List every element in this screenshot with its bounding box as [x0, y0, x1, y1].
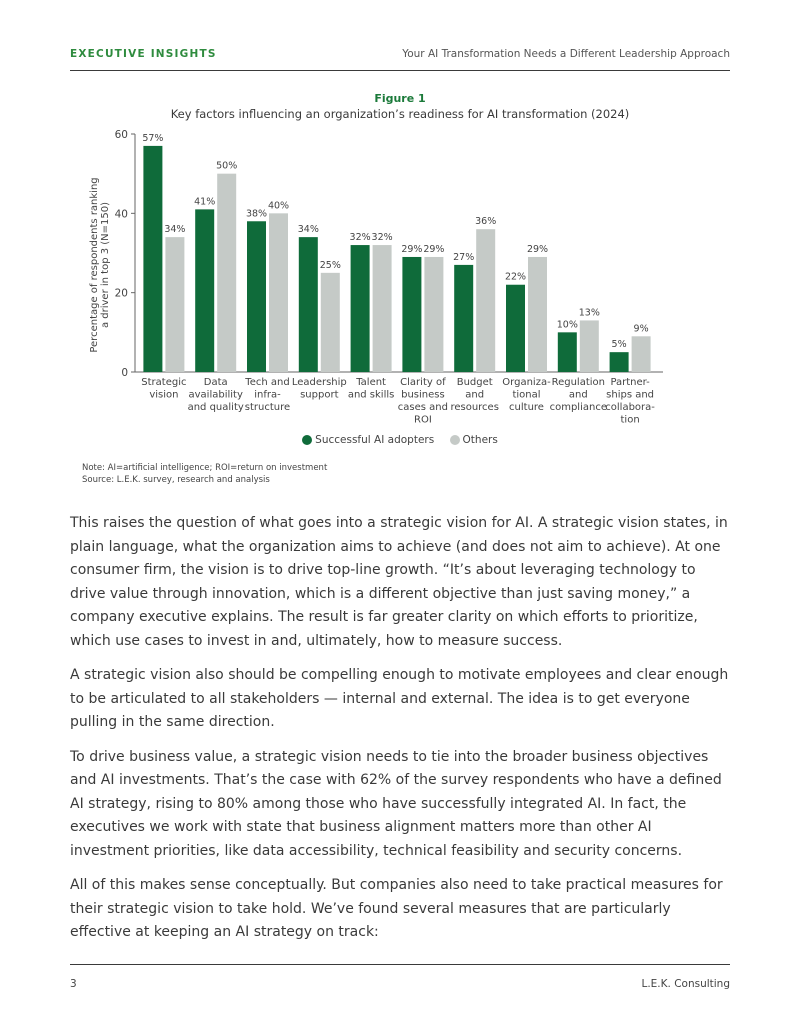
x-tick-label-line: and quality [187, 402, 244, 413]
x-tick-label-line: Talent [356, 377, 386, 388]
y-axis-label [89, 177, 111, 352]
y-tick-label: 40 [114, 208, 128, 221]
x-tick-label [605, 377, 655, 426]
x-tick-label-line: ships and [606, 389, 655, 401]
legend-swatch-successful [302, 435, 312, 445]
bar-data-label: 25% [319, 259, 341, 271]
x-tick-label-line: ROI [414, 414, 432, 426]
paragraph: A strategic vision also should be compelling enough to motivate employees and clear enough to be articulated to all stakeholders — internal and external. The idea is to get everyone pulling in the same direction. [70, 667, 729, 730]
y-tick-label: 20 [114, 287, 128, 300]
x-tick-label-line: Strategic [141, 377, 187, 388]
x-tick-label [450, 377, 498, 413]
bar-others [632, 336, 651, 372]
x-tick-label-line: business [401, 389, 445, 401]
x-tick-label-line: structure [244, 402, 291, 413]
legend-item-successful [302, 434, 434, 446]
x-tick-label-line: tional [512, 389, 541, 401]
bar-data-label: 41% [194, 196, 216, 208]
article-body [70, 512, 732, 956]
figure-source: Source: L.E.K. survey, research and analysis [82, 475, 270, 485]
bar-data-label: 13% [578, 307, 600, 319]
chart-legend [70, 434, 730, 448]
legend-label-others: Others [462, 434, 498, 446]
x-tick-label [348, 377, 395, 401]
bar-data-label: 50% [216, 160, 238, 172]
x-tick-label [292, 377, 347, 401]
bar-data-label: 34% [297, 224, 319, 236]
page-header [70, 46, 730, 71]
bar-successful [454, 265, 473, 372]
legend-label-successful: Successful AI adopters [315, 434, 435, 446]
section-label: EXECUTIVE INSIGHTS [70, 48, 217, 60]
bar-chart [70, 122, 730, 432]
bar-others [269, 213, 288, 372]
bar-successful [143, 146, 162, 372]
x-tick-label [550, 377, 607, 413]
x-tick-label-line: culture [509, 402, 544, 413]
bar-successful [558, 332, 577, 372]
x-tick-label-line: availability [188, 389, 243, 401]
paragraph: All of this makes sense conceptually. But companies also need to take practical measures for their strategic vision to take hold. We’ve found several measures that are particularly effective at keeping an AI strategy on track: [70, 877, 723, 940]
bar-data-label: 36% [475, 216, 497, 228]
figure-title: Key factors influencing an organization’s readiness for AI transformation (2024) [170, 107, 630, 121]
bar-successful [351, 245, 370, 372]
bar-data-label: 29% [423, 243, 445, 255]
bar-successful [402, 257, 421, 372]
x-tick-label-line: Leadership [291, 377, 347, 388]
bar-others [373, 245, 392, 372]
x-tick-label-line: Data [203, 377, 228, 388]
x-tick-label [244, 377, 290, 413]
legend-item-others [450, 434, 498, 446]
paragraph: To drive business value, a strategic vision needs to tie into the broader business objectives and AI investments. That’s the case with 62% of the survey respondents who have a defined AI strategy, rising to 80% among those who have successfully integrated AI. In fact, the executives we work with state that business alignment matters more than other AI investment priorities, like data accessibility, technical feasibility and security concerns. [70, 748, 722, 859]
x-tick-label-line: infra- [254, 389, 281, 401]
bar-others [528, 257, 547, 372]
figure-label: Figure 1 [374, 92, 426, 105]
x-tick-label-line: Regulation [551, 377, 606, 388]
x-tick-label-line: Tech and [245, 377, 290, 388]
y-axis-label-line: a driver in top 3 (N=150) [100, 201, 111, 329]
bar-successful [195, 209, 214, 372]
bar-data-label: 32% [349, 232, 371, 244]
x-tick-label-line: compliance [549, 402, 607, 413]
footer-rule [70, 964, 730, 965]
x-tick-label-line: collabora- [605, 402, 655, 413]
x-tick-label-line: support [300, 389, 339, 401]
x-tick-label-line: Budget [456, 377, 493, 388]
company-name: L.E.K. Consulting [641, 978, 730, 990]
bar-data-label: 29% [401, 243, 423, 255]
bar-data-label: 22% [504, 271, 527, 283]
x-tick-label-line: and [465, 389, 485, 401]
x-tick-label-line: resources [450, 402, 499, 413]
x-tick-label-line: and skills [347, 389, 395, 401]
figure-notes [82, 462, 327, 486]
page-number: 3 [70, 978, 77, 990]
y-axis-label-line: Percentage of respondents ranking [89, 177, 100, 353]
bar-successful [299, 237, 318, 372]
x-tick-label-line: Partner- [610, 377, 650, 388]
x-tick-label [188, 377, 244, 413]
x-tick-label-line: vision [149, 389, 179, 401]
bar-data-label: 29% [526, 243, 549, 255]
bar-data-label: 10% [556, 319, 578, 331]
legend-swatch-others [450, 435, 460, 445]
x-tick-label [398, 377, 448, 426]
bar-others [476, 229, 495, 372]
bar-data-label: 57% [142, 132, 164, 144]
x-tick-label-line: tion [620, 414, 640, 426]
bar-data-label: 40% [267, 200, 290, 212]
y-tick-label: 60 [114, 129, 128, 141]
x-tick-label-line: Organiza- [502, 377, 551, 388]
bar-data-label: 32% [371, 232, 393, 244]
bar-data-label: 34% [164, 224, 186, 236]
y-tick-label: 0 [121, 367, 128, 379]
bar-data-label: 5% [611, 339, 627, 351]
bar-data-label: 27% [453, 251, 475, 263]
bar-data-label: 9% [633, 323, 649, 335]
x-tick-label-line: Clarity of [400, 377, 446, 388]
bar-others [580, 320, 599, 372]
bar-successful [610, 352, 629, 372]
x-tick-label-line: and [568, 389, 588, 401]
bar-successful [247, 221, 266, 372]
x-tick-label [502, 377, 551, 413]
paragraph: This raises the question of what goes into a strategic vision for AI. A strategic vision states, in plain language, what the organization aims to achieve (and does not aim to achieve). At one consumer firm, the vision is to drive top-line growth. “It’s about leveraging technology to drive value through innovation, which is a different objective than just saving money,” a company executive explains. The result is far greater clarity on which efforts to prioritize, which use cases to invest in and, ultimately, how to measure success. [70, 515, 728, 649]
bar-others [165, 237, 184, 372]
bar-others [321, 273, 340, 372]
x-tick-label [141, 377, 186, 401]
bar-others [424, 257, 443, 372]
x-tick-label-line: cases and [397, 402, 449, 413]
bar-data-label: 38% [245, 208, 268, 220]
document-title: Your AI Transformation Needs a Different Leadership Approach [402, 48, 730, 60]
figure-note: Note: AI=artificial intelligence; ROI=return on investment [82, 463, 328, 473]
bar-others [217, 174, 236, 372]
bar-successful [506, 285, 525, 372]
